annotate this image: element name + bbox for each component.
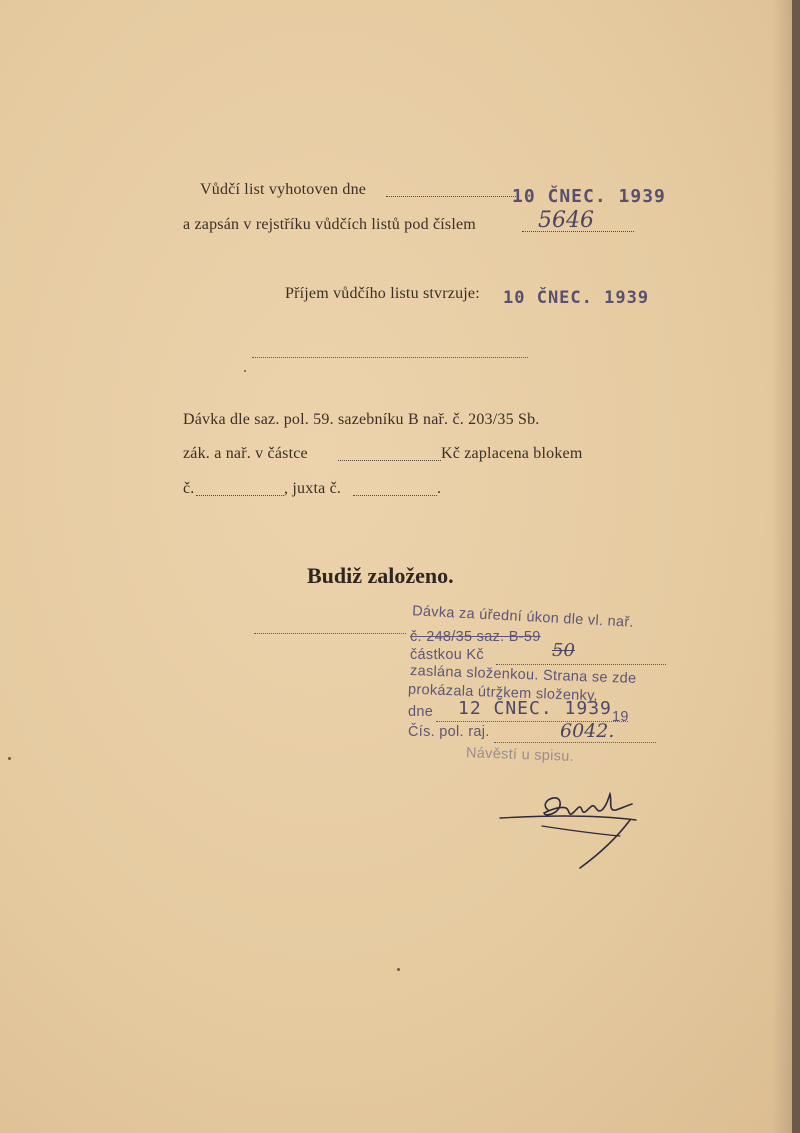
page-title: Budiž založeno.	[307, 563, 454, 588]
registered-number-handwritten: 5646	[538, 208, 594, 233]
fee-line-2-start: zák. a nař. v částce	[183, 445, 308, 462]
stamp-line-2: č. 248/35 saz. B-59	[410, 629, 541, 645]
stamp-amount-handwritten: 50	[552, 640, 575, 661]
issued-label: Vůdčí list vyhotoven dne	[200, 181, 367, 198]
stamp-line-6-label: dne	[408, 704, 434, 720]
fee-line-3-end: .	[437, 480, 442, 497]
fee-block-dotted-line	[196, 495, 284, 496]
issued-date-stamp: 10 ČNEC. 1939	[512, 186, 666, 207]
stamp-date: 12 ČNEC. 1939	[458, 698, 612, 719]
fee-line-3-juxta: , juxta č.	[284, 480, 342, 497]
stamp-number-handwritten: 6042.	[560, 720, 615, 742]
handwritten-signature	[498, 780, 648, 875]
stamp-line-3-label: částkou Kč	[410, 647, 484, 663]
paper-speck	[8, 757, 11, 760]
stamp-amount-dotted-line	[496, 664, 666, 665]
fee-rubber-stamp	[400, 603, 672, 771]
receipt-signature-line	[252, 357, 528, 358]
stamp-line-8: Návěstí u spisu.	[465, 745, 575, 765]
stamp-line-1: Dávka za úřední úkon dle vl. nař.	[411, 603, 635, 631]
stamp-number-dotted-line	[494, 742, 656, 743]
fee-line-1: Dávka dle saz. pol. 59. sazebníku B nař. č. 203/35 Sb.	[183, 411, 540, 428]
stamp-line-6-suffix: 19	[612, 709, 629, 725]
page-edge	[792, 0, 800, 1133]
page-edge-shadow	[772, 0, 792, 1133]
fee-line-3-start: č.	[183, 480, 195, 497]
receipt-date-stamp: 10 ČNEC. 1939	[503, 288, 650, 308]
registered-label: a zapsán v rejstříku vůdčích listů pod číslem	[183, 216, 476, 233]
approval-signature-line	[254, 633, 406, 634]
stamp-line-4: zaslána složenkou. Strana se zde	[409, 663, 637, 687]
stamp-line-5: prokázala útržkem složenky,	[407, 681, 599, 705]
paper-speck	[397, 968, 400, 971]
receipt-label: Příjem vůdčího listu stvrzuje:	[285, 285, 480, 302]
stamp-line-7-label: Čís. pol. raj.	[408, 724, 490, 740]
issued-dotted-line	[386, 196, 516, 197]
fee-amount-dotted-line	[338, 460, 441, 461]
paper-speck	[244, 370, 246, 372]
fee-juxta-dotted-line	[353, 495, 437, 496]
fee-line-2-end: Kč zaplacena blokem	[441, 445, 583, 462]
